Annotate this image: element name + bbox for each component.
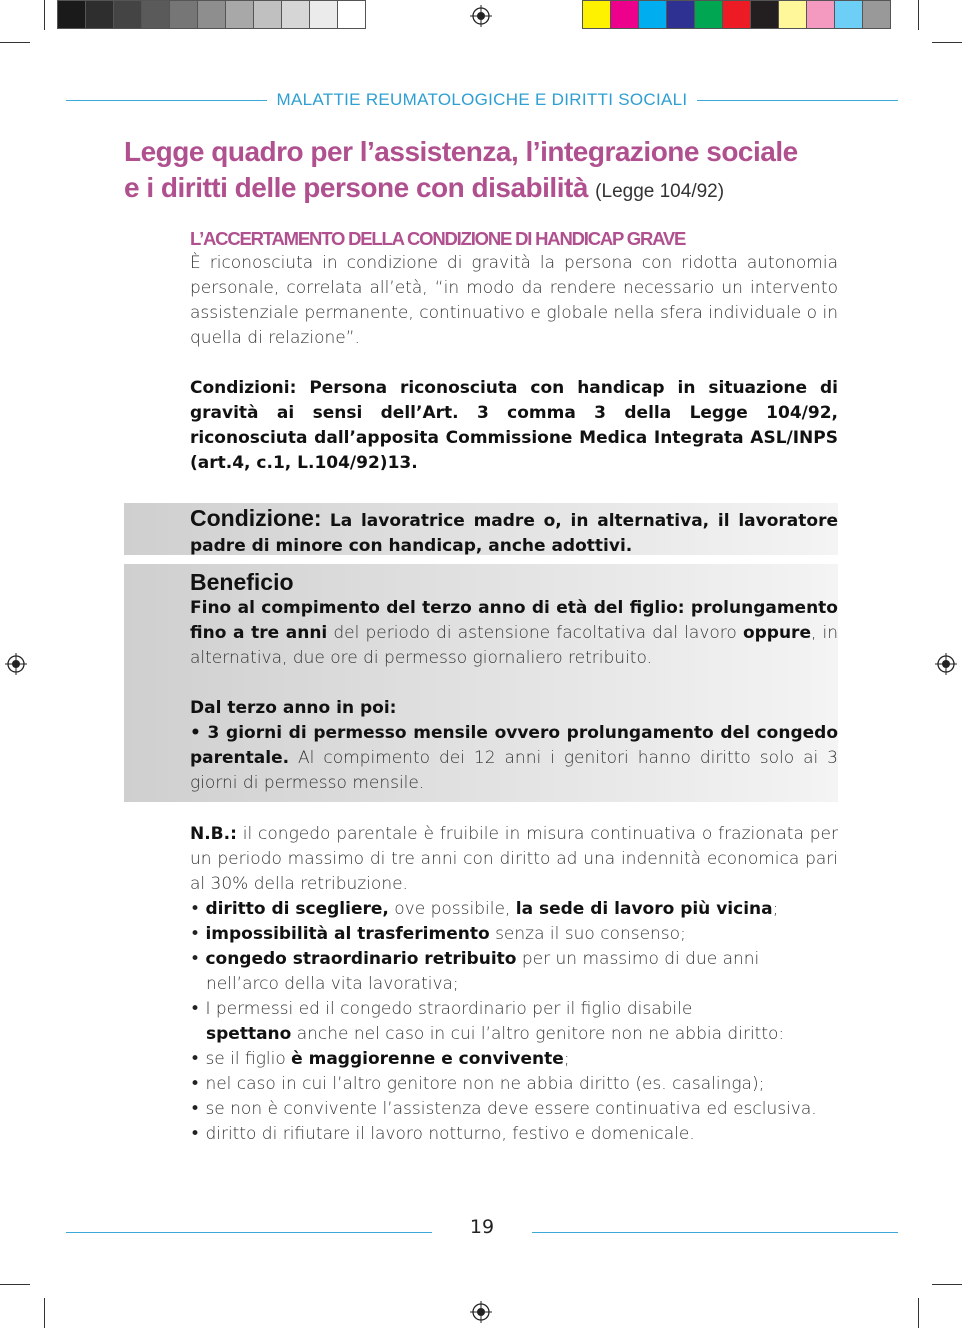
color-swatch bbox=[85, 0, 114, 29]
condizione-text: La lavoratrice madre o, in alternativa, il lavoratore padre di minore con handicap, anche adottivi. bbox=[190, 511, 838, 556]
color-swatch bbox=[281, 0, 310, 29]
crop-mark bbox=[0, 1284, 30, 1285]
list-item-continuation: spettano anche nel caso in cui l’altro genitore non ne abbia diritto: bbox=[206, 1024, 785, 1044]
color-swatch bbox=[750, 0, 779, 29]
list-item: • se non è convivente l’assistenza deve essere continuativa ed esclusiva. bbox=[190, 1099, 817, 1119]
color-swatch bbox=[694, 0, 723, 29]
crop-mark bbox=[932, 42, 962, 43]
beneficio-p2-rest: Al compimento dei 12 anni i genitori hanno diritto solo ai 3 giorni di permesso mensile. bbox=[190, 748, 838, 793]
beneficio-p2-bold: • 3 giorni di permesso mensile ovvero prolungamento del congedo parentale. bbox=[190, 723, 838, 768]
accertamento-section bbox=[190, 227, 838, 476]
registration-mark-icon bbox=[470, 1301, 492, 1323]
beneficio-paragraph-2 bbox=[190, 721, 838, 796]
law-reference: (Legge 104/92) bbox=[595, 181, 725, 202]
page-footer bbox=[66, 1213, 898, 1243]
crop-mark bbox=[918, 0, 919, 30]
list-item: • diritto di scegliere, ove possibile, la sede di lavoro più vicina; bbox=[190, 899, 779, 919]
nb-paragraph bbox=[190, 822, 838, 897]
color-swatch bbox=[778, 0, 807, 29]
color-swatch-bar bbox=[582, 0, 890, 31]
list-item: • nel caso in cui l’altro genitore non ne abbia diritto (es. casalinga); bbox=[190, 1074, 765, 1094]
color-swatch bbox=[141, 0, 170, 29]
list-item: • I permessi ed il congedo straordinario per il figlio disabile bbox=[190, 999, 693, 1019]
color-swatch bbox=[169, 0, 198, 29]
beneficio-p1-oppure: oppure bbox=[742, 623, 811, 643]
registration-mark-icon bbox=[5, 653, 27, 675]
color-swatch bbox=[722, 0, 751, 29]
color-swatch bbox=[337, 0, 366, 29]
condizione-band bbox=[124, 503, 838, 555]
crop-mark bbox=[932, 1284, 962, 1285]
conditions-paragraph: Condizioni: Persona riconosciuta con handicap in situazione di gravità ai sensi dell’Art. 3 comma 3 della Legge 104/92, riconosciuta dall’apposita Commissione Medica Integrata ASL/INPS (art.4, c.1, L.104/92)13. bbox=[190, 378, 838, 473]
condizione-label: Condizione: bbox=[190, 505, 322, 531]
color-swatch bbox=[57, 0, 86, 29]
color-swatch bbox=[253, 0, 282, 29]
beneficio-band bbox=[124, 564, 838, 802]
color-swatch bbox=[666, 0, 695, 29]
list-item: • impossibilità al trasferimento senza il suo consenso; bbox=[190, 924, 686, 944]
color-swatch bbox=[862, 0, 891, 29]
color-swatch bbox=[582, 0, 611, 29]
color-swatch bbox=[806, 0, 835, 29]
list-item: • se il figlio è maggiorenne e convivente; bbox=[190, 1049, 570, 1069]
beneficio-label: Beneficio bbox=[190, 569, 294, 595]
page-title bbox=[124, 134, 844, 210]
beneficio-p2-head: Dal terzo anno in poi: bbox=[190, 698, 397, 718]
beneficio-p1-rest: del periodo di astensione facoltativa dal lavoro bbox=[327, 623, 743, 643]
nb-label: N.B.: bbox=[190, 824, 237, 844]
color-swatch bbox=[309, 0, 338, 29]
color-swatch bbox=[197, 0, 226, 29]
beneficio-p1-end: , in alternativa, due ore di permesso giornaliero retribuito. bbox=[190, 623, 838, 668]
registration-mark-icon bbox=[935, 653, 957, 675]
color-swatch bbox=[113, 0, 142, 29]
page-title-line1: Legge quadro per l’assistenza, l’integrazione sociale bbox=[124, 136, 798, 167]
running-header bbox=[66, 88, 898, 116]
page-title-line2: e i diritti delle persone con disabilità bbox=[124, 172, 588, 203]
section-paragraph: È riconosciuta in condizione di gravità la persona con ridotta autonomia personale, correlata all’età, “in modo da rendere necessario un intervento assistenziale permanente, continuativo e globale nella sfera individuale o in quella di relazione”. bbox=[190, 253, 838, 348]
crop-mark bbox=[918, 1298, 919, 1328]
nb-text: il congedo parentale è fruibile in misura continuativa o frazionata per un periodo massimo di tre anni con diritto ad una indennità economica pari al 30% della retribuzione. bbox=[190, 824, 838, 894]
beneficio-paragraph-1 bbox=[190, 596, 838, 671]
color-swatch bbox=[638, 0, 667, 29]
list-item-continuation: nell’arco della vita lavorativa; bbox=[206, 974, 459, 994]
nb-section bbox=[190, 822, 838, 1147]
list-item: • diritto di rifiutare il lavoro notturno, festivo e domenicale. bbox=[190, 1124, 695, 1144]
gray-swatch-bar bbox=[57, 0, 365, 31]
color-swatch bbox=[225, 0, 254, 29]
color-swatch bbox=[834, 0, 863, 29]
beneficio-p1-bold: Fino al compimento del terzo anno di età del figlio: prolungamento fino a tre anni bbox=[190, 598, 838, 643]
page-number: 19 bbox=[469, 1216, 495, 1238]
crop-mark bbox=[44, 0, 45, 30]
list-item: • congedo straordinario retribuito per un massimo di due anni bbox=[190, 949, 760, 969]
registration-mark-icon bbox=[470, 5, 492, 27]
header-title: MALATTIE REUMATOLOGICHE E DIRITTI SOCIALI bbox=[267, 90, 698, 109]
color-swatch bbox=[610, 0, 639, 29]
crop-mark bbox=[0, 42, 30, 43]
section-heading: L’ACCERTAMENTO DELLA CONDIZIONE DI HANDICAP GRAVE bbox=[190, 228, 686, 249]
crop-mark bbox=[44, 1298, 45, 1328]
